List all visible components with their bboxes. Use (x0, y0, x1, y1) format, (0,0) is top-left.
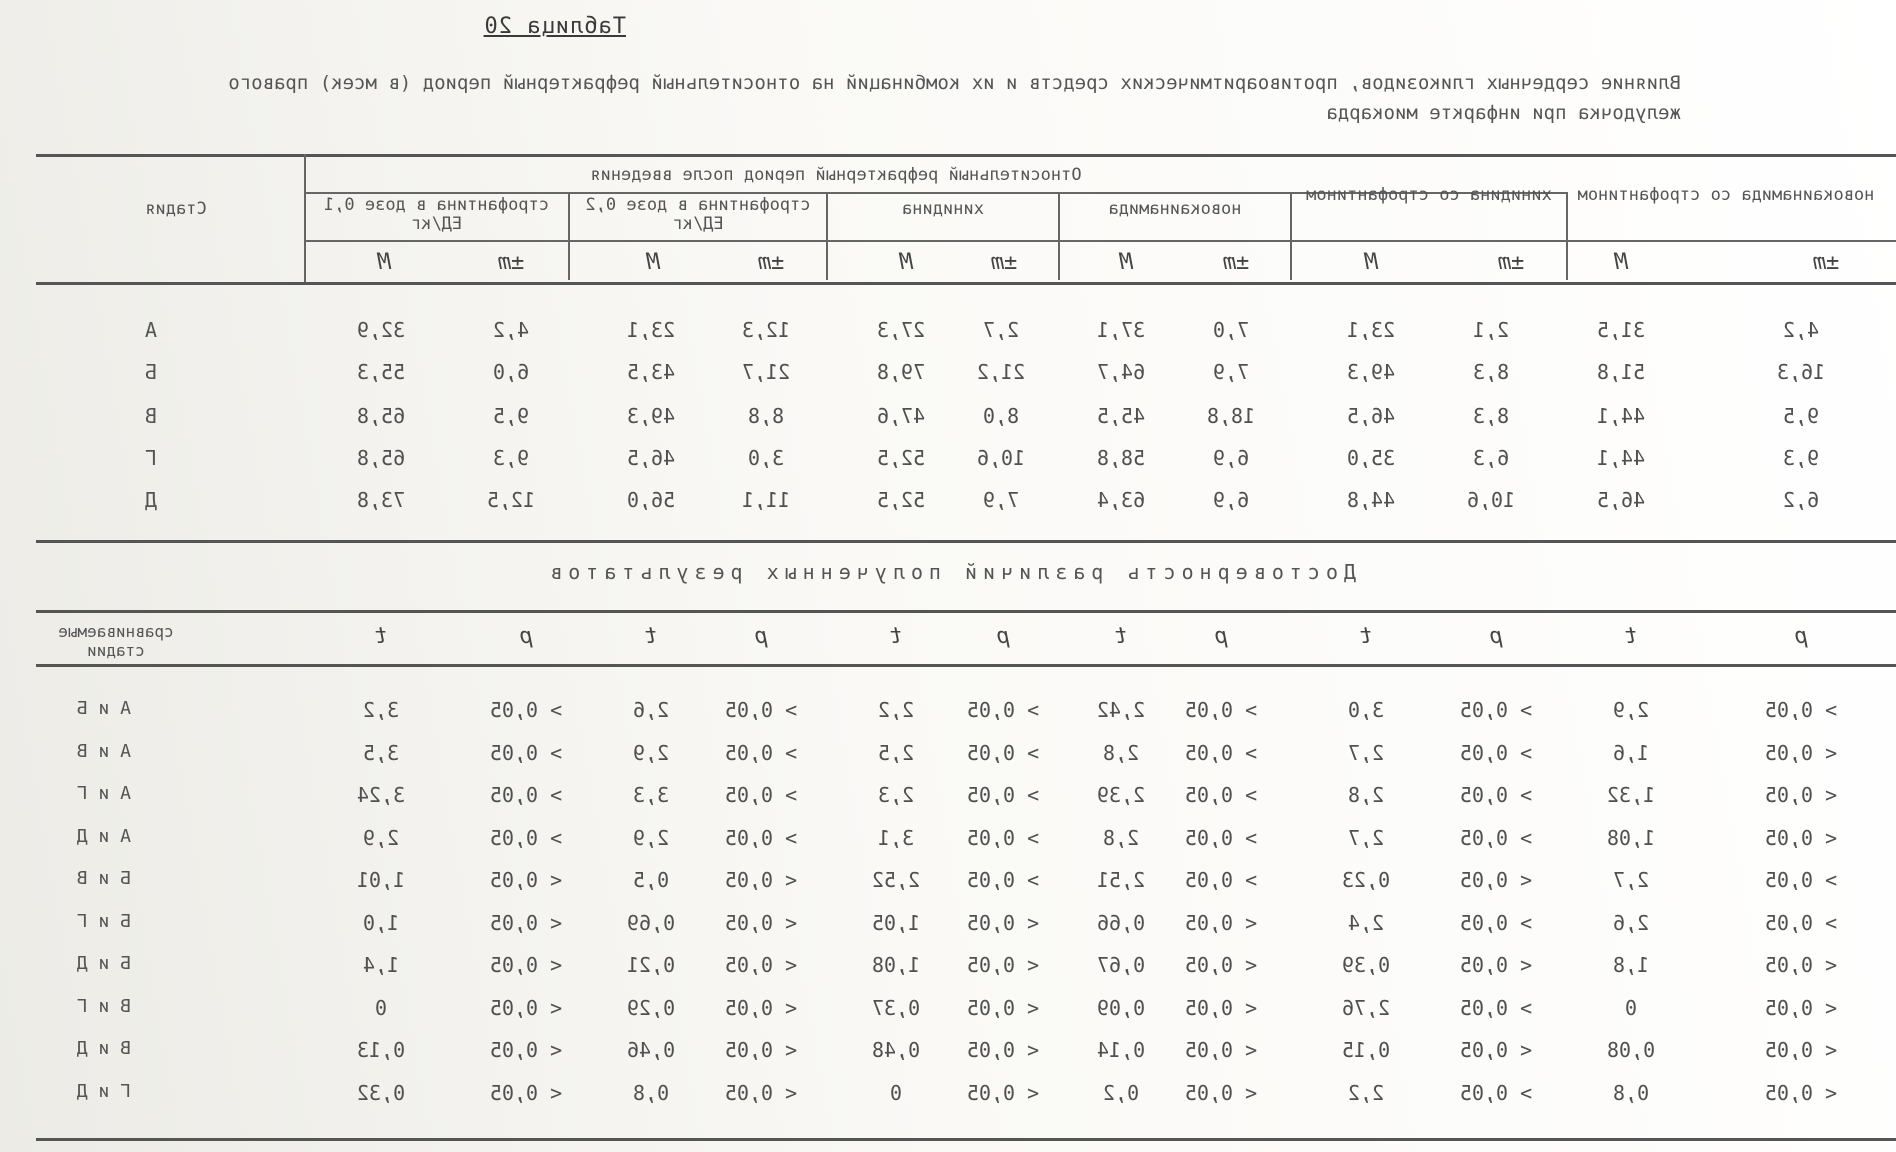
stage-label: В (144, 404, 158, 428)
table1-cell: 8,3 (1472, 360, 1510, 384)
p-value: < 0,05 (489, 868, 563, 892)
column-header-novocainamide: новокаинамида (1108, 199, 1242, 219)
table1-cell: 21,2 (976, 360, 1026, 384)
p-value: < 0,05 (724, 1038, 798, 1062)
p-value: < 0,05 (1764, 783, 1838, 807)
t-value: 0,46 (626, 1038, 676, 1062)
p-value: > 0,05 (966, 783, 1040, 807)
divider (1290, 192, 1292, 280)
t-value: 1,08 (871, 953, 921, 977)
t-value: 0 (1624, 995, 1638, 1020)
t-value: 2,5 (877, 740, 915, 765)
t-value: 0,23 (1341, 868, 1391, 892)
table1-cell: 55,3 (356, 360, 406, 384)
table1-cell: 32,9 (356, 318, 406, 342)
compared-pair-label: Б и В (76, 868, 131, 889)
group-header: Относительный рефрактерный период после введения (590, 165, 1082, 185)
table1-cell: 49,3 (626, 404, 676, 428)
p-value: > 0,05 (489, 783, 563, 807)
p-value: > 0,05 (724, 698, 798, 722)
t-value: 2,9 (632, 825, 670, 850)
p-value: < 0,05 (489, 995, 563, 1020)
p-header: p (519, 624, 533, 649)
sub-m: M (1614, 250, 1628, 275)
t-value: 2,7 (1612, 868, 1650, 892)
p-value: < 0,05 (1459, 1038, 1533, 1062)
table1-cell: 10,6 (976, 446, 1026, 470)
p-value: < 0,05 (489, 1038, 563, 1062)
table1-cell: 79,8 (876, 360, 926, 384)
t-value: 2,39 (1096, 783, 1146, 807)
table1-cell: 44,1 (1596, 446, 1646, 470)
table1-cell: 8,3 (1472, 404, 1510, 428)
p-value: > 0,05 (1459, 1080, 1533, 1105)
p-value: > 0,05 (1184, 740, 1258, 765)
p-value: > 0,05 (1459, 740, 1533, 765)
p-value: > 0,05 (1764, 698, 1838, 722)
column-header-quinidine-strophanthin: хинидина со строфантином (1306, 185, 1552, 205)
p-value: < 0,05 (1764, 1080, 1838, 1105)
p-value: > 0,05 (1184, 868, 1258, 892)
p-value: < 0,05 (489, 1080, 563, 1105)
t-header: t (644, 624, 658, 649)
divider (304, 154, 306, 282)
t-value: 3,3 (632, 783, 670, 807)
p-value: < 0,05 (966, 910, 1040, 935)
t-value: 0,14 (1096, 1038, 1146, 1062)
sub-m: M (1364, 250, 1378, 275)
t-value: 1,0 (362, 910, 400, 935)
sub-pm: ±m (1497, 250, 1525, 275)
table1-cell: 9,5 (1782, 404, 1820, 428)
table1-cell: 6,9 (1212, 446, 1250, 470)
t-value: 0,29 (626, 995, 676, 1020)
table2-top-rule (36, 610, 1896, 613)
p-value: < 0,05 (966, 1038, 1040, 1062)
t-value: 0 (889, 1080, 903, 1105)
divider (568, 192, 570, 280)
table1-bottom-rule (36, 540, 1896, 543)
p-value: < 0,05 (489, 953, 563, 977)
t-value: 0,69 (626, 910, 676, 935)
table1-cell: 52,5 (876, 488, 926, 512)
p-value: < 0,05 (1184, 910, 1258, 935)
table1-cell: 2,1 (1472, 318, 1510, 342)
t-value: 2,7 (1347, 740, 1385, 765)
stage-label: А (144, 318, 158, 342)
t-value: 3,5 (362, 740, 400, 765)
t-value: 2,4 (1347, 910, 1385, 935)
table1-cell: 18,8 (1206, 404, 1256, 428)
p-header: p (996, 624, 1010, 649)
t-value: 2,2 (1347, 1080, 1385, 1105)
table1-cell: 4,2 (492, 318, 530, 342)
p-value: < 0,05 (489, 910, 563, 935)
p-value: > 0,05 (489, 740, 563, 765)
p-value: < 0,05 (966, 953, 1040, 977)
sub-pm: ±m (1812, 250, 1840, 275)
table1-cell: 10,6 (1466, 488, 1516, 512)
table1-cell: 65,8 (356, 404, 406, 428)
stage-label: Д (144, 488, 158, 512)
t-value: 3,2 (362, 698, 400, 722)
t-value: 1,05 (871, 910, 921, 935)
table1-cell: 2,7 (982, 318, 1020, 342)
t-value: 0,2 (1102, 1080, 1140, 1105)
table1-cell: 7,9 (1212, 360, 1250, 384)
t-value: 1,32 (1606, 783, 1656, 807)
stage-label: Г (144, 446, 158, 470)
sub-pm: ±m (757, 250, 785, 275)
t-value: 1,08 (1606, 825, 1656, 850)
p-header: p (1489, 624, 1503, 649)
table1-cell: 27,3 (876, 318, 926, 342)
t-value: 2,7 (1347, 825, 1385, 850)
t-value: 0,8 (632, 1080, 670, 1105)
table-description: Влияние сердечных гликозидов, противоаритмических средств и их комбинаций на относительный рефрактерный период (в мсек) правого желудочка при инфаркте миокарда (228, 72, 1681, 124)
sub-pm: ±m (497, 250, 525, 275)
table1-cell: 73,8 (356, 488, 406, 512)
table1-header-bottom-rule (36, 282, 1896, 285)
table1-subheader-rule (306, 240, 1896, 242)
table1-cell: 51,8 (1596, 360, 1646, 384)
table1-cell: 45,5 (1096, 404, 1146, 428)
p-value: < 0,05 (1459, 953, 1533, 977)
table1-cell: 11,1 (741, 488, 791, 512)
compared-pair-label: А и Б (76, 698, 131, 719)
table1-cell: 12,5 (486, 488, 536, 512)
sub-m: M (899, 250, 913, 275)
p-value: > 0,05 (966, 825, 1040, 850)
divider (1566, 192, 1568, 280)
table1-cell: 23,1 (1346, 318, 1396, 342)
table1-cell: 6,3 (1472, 446, 1510, 470)
t-header: t (1624, 624, 1638, 649)
p-value: > 0,05 (1184, 783, 1258, 807)
table-title: Таблица 20 (483, 14, 626, 39)
t-value: 2,6 (632, 698, 670, 722)
p-value: > 0,05 (1459, 698, 1533, 722)
table1-cell: 8,8 (747, 404, 785, 428)
significance-title: Достоверность различий полученных результатов (544, 560, 1356, 584)
table2-bottom-rule (36, 1138, 1896, 1141)
table1-cell: 37,1 (1096, 318, 1146, 342)
table1-cell: 31,5 (1596, 318, 1646, 342)
table1-cell: 65,8 (356, 446, 406, 470)
table1-cell: 49,3 (1346, 360, 1396, 384)
table1-top-rule (36, 154, 1896, 157)
p-value: > 0,05 (489, 825, 563, 850)
t-value: 0,32 (356, 1080, 406, 1105)
compared-pair-label: Б и Д (76, 953, 131, 974)
column-header-quinidine: хинидина (902, 199, 984, 219)
compared-pair-label: В и Г (76, 995, 131, 1017)
t-value: 0,39 (1341, 953, 1391, 977)
sub-pm: ±m (1222, 250, 1250, 275)
p-value: < 0,05 (1764, 825, 1838, 850)
p-value: > 0,05 (966, 740, 1040, 765)
p-value: > 0,05 (1459, 783, 1533, 807)
t-value: 2,8 (1347, 783, 1385, 807)
t-value: 0,08 (1606, 1038, 1656, 1062)
t-header: t (889, 624, 903, 649)
divider (1058, 192, 1060, 280)
p-value: > 0,05 (966, 868, 1040, 892)
t-value: 0,8 (1612, 1080, 1650, 1105)
t-value: 2,42 (1096, 698, 1146, 722)
compared-stages-header: сравниваемые стадии (58, 622, 174, 660)
p-value: < 0,05 (1764, 995, 1838, 1020)
t-value: 0,5 (632, 868, 670, 892)
table1-cell: 43,5 (626, 360, 676, 384)
table2-header-rule (36, 664, 1896, 667)
p-value: > 0,05 (966, 698, 1040, 722)
p-value: < 0,05 (1764, 740, 1838, 765)
t-value: 2,2 (877, 698, 915, 722)
p-value: > 0,05 (724, 783, 798, 807)
table1-cell: 35,0 (1346, 446, 1396, 470)
table1-cell: 64,7 (1096, 360, 1146, 384)
p-value: < 0,05 (966, 1080, 1040, 1105)
t-value: 0,48 (871, 1038, 921, 1062)
table1-cell: 6,9 (1212, 488, 1250, 512)
table1-cell: 46,5 (1346, 404, 1396, 428)
t-header: t (1359, 624, 1373, 649)
compared-pair-label: В и Д (76, 1038, 131, 1059)
column-header-strophanthin-0-1: строфантина в дозе 0,1 ЕД/кг (323, 195, 550, 234)
compared-pair-label: Б и Г (76, 910, 131, 932)
compared-pair-label: А и Г (76, 783, 131, 804)
sub-m: M (646, 250, 660, 275)
t-value: 0,66 (1096, 910, 1146, 935)
t-value: 0 (374, 995, 388, 1020)
t-value: 2,6 (1612, 910, 1650, 935)
compared-pair-label: А и В (76, 740, 131, 762)
p-value: < 0,05 (724, 953, 798, 977)
sub-pm: ±m (990, 250, 1018, 275)
p-value: > 0,05 (1459, 825, 1533, 850)
p-value: < 0,05 (724, 1080, 798, 1105)
p-value: > 0,05 (724, 740, 798, 765)
p-value: > 0,05 (1459, 995, 1533, 1020)
stage-label: Б (144, 360, 158, 384)
p-value: < 0,05 (1184, 953, 1258, 977)
p-value: < 0,05 (724, 995, 798, 1020)
p-header: p (1214, 624, 1228, 649)
table1-cell: 63,4 (1096, 488, 1146, 512)
table1-cell: 7,0 (1212, 318, 1250, 342)
p-value: < 0,05 (1184, 995, 1258, 1020)
p-value: < 0,05 (1184, 1080, 1258, 1105)
t-value: 0,09 (1096, 995, 1146, 1020)
compared-pair-label: А и Д (76, 825, 131, 847)
p-value: < 0,05 (724, 910, 798, 935)
t-value: 2,51 (1096, 868, 1146, 892)
table1-cell: 6,2 (1782, 488, 1820, 512)
t-value: 0,15 (1341, 1038, 1391, 1062)
t-value: 3,0 (1347, 698, 1385, 722)
table1-cell: 58,8 (1096, 446, 1146, 470)
table1-cell: 56,0 (626, 488, 676, 512)
column-header-novocainamide-strophanthin: новокаинамида со строфантином (1577, 185, 1875, 205)
table1-cell: 3,0 (747, 446, 785, 470)
divider (826, 192, 828, 280)
t-value: 2,76 (1341, 995, 1391, 1020)
sub-m: M (1119, 250, 1133, 275)
table1-cell: 23,1 (626, 318, 676, 342)
p-value: < 0,05 (724, 868, 798, 892)
t-value: 0,67 (1096, 953, 1146, 977)
p-value: < 0,05 (1459, 868, 1533, 892)
t-value: 2,9 (362, 825, 400, 850)
p-header: p (1794, 624, 1808, 649)
t-value: 2,9 (1612, 698, 1650, 722)
t-header: t (1114, 624, 1128, 649)
t-value: 0,37 (871, 995, 921, 1020)
t-value: 2,3 (877, 783, 915, 807)
p-value: < 0,05 (1764, 1038, 1838, 1062)
table1-cell: 6,0 (492, 360, 530, 384)
p-value: > 0,05 (1184, 698, 1258, 722)
table1-cell: 21,7 (741, 360, 791, 384)
t-value: 3,1 (877, 825, 915, 850)
t-value: 2,9 (632, 740, 670, 765)
table1-cell: 4,2 (1782, 318, 1820, 342)
table1-cell: 12,3 (741, 318, 791, 342)
table1-cell: 46,5 (1596, 488, 1646, 512)
p-value: > 0,05 (1764, 868, 1838, 892)
p-value: > 0,05 (1184, 825, 1258, 850)
t-value: 0,13 (356, 1038, 406, 1062)
t-value: 2,8 (1102, 825, 1140, 850)
column-header-strophanthin-0-2: строфантина в дозе 0,2 ЕД/кг (585, 195, 811, 234)
t-header: t (374, 624, 388, 649)
compared-pair-label: Г и Д (76, 1080, 131, 1102)
p-value: < 0,05 (1184, 1038, 1258, 1062)
t-value: 0,21 (626, 953, 676, 977)
p-header: p (754, 624, 768, 649)
table1-cell: 44,1 (1596, 404, 1646, 428)
table1-cell: 9,3 (492, 446, 530, 470)
table1-cell: 47,6 (876, 404, 926, 428)
t-value: 1,4 (362, 953, 400, 977)
sub-m: M (377, 250, 391, 275)
p-value: > 0,05 (724, 825, 798, 850)
p-value: < 0,05 (966, 995, 1040, 1020)
table1-cell: 46,5 (626, 446, 676, 470)
table1-cell: 52,5 (876, 446, 926, 470)
t-value: 2,52 (871, 868, 921, 892)
t-value: 1,8 (1612, 953, 1650, 977)
p-value: > 0,05 (1459, 910, 1533, 935)
p-value: > 0,05 (489, 698, 563, 722)
t-value: 2,8 (1102, 740, 1140, 765)
table1-cell: 16,3 (1776, 360, 1826, 384)
table1-cell: 9,5 (492, 404, 530, 428)
table1-cell: 7,9 (982, 488, 1020, 512)
p-value: < 0,05 (1764, 953, 1838, 977)
t-value: 1,6 (1612, 740, 1650, 765)
table1-cell: 44,8 (1346, 488, 1396, 512)
table1-cell: 8,0 (982, 404, 1020, 428)
t-value: 3,24 (356, 783, 406, 807)
p-value: > 0,05 (1764, 910, 1838, 935)
stage-header: Стадия (145, 199, 207, 219)
t-value: 1,01 (356, 868, 406, 892)
table1-cell: 9,3 (1782, 446, 1820, 470)
